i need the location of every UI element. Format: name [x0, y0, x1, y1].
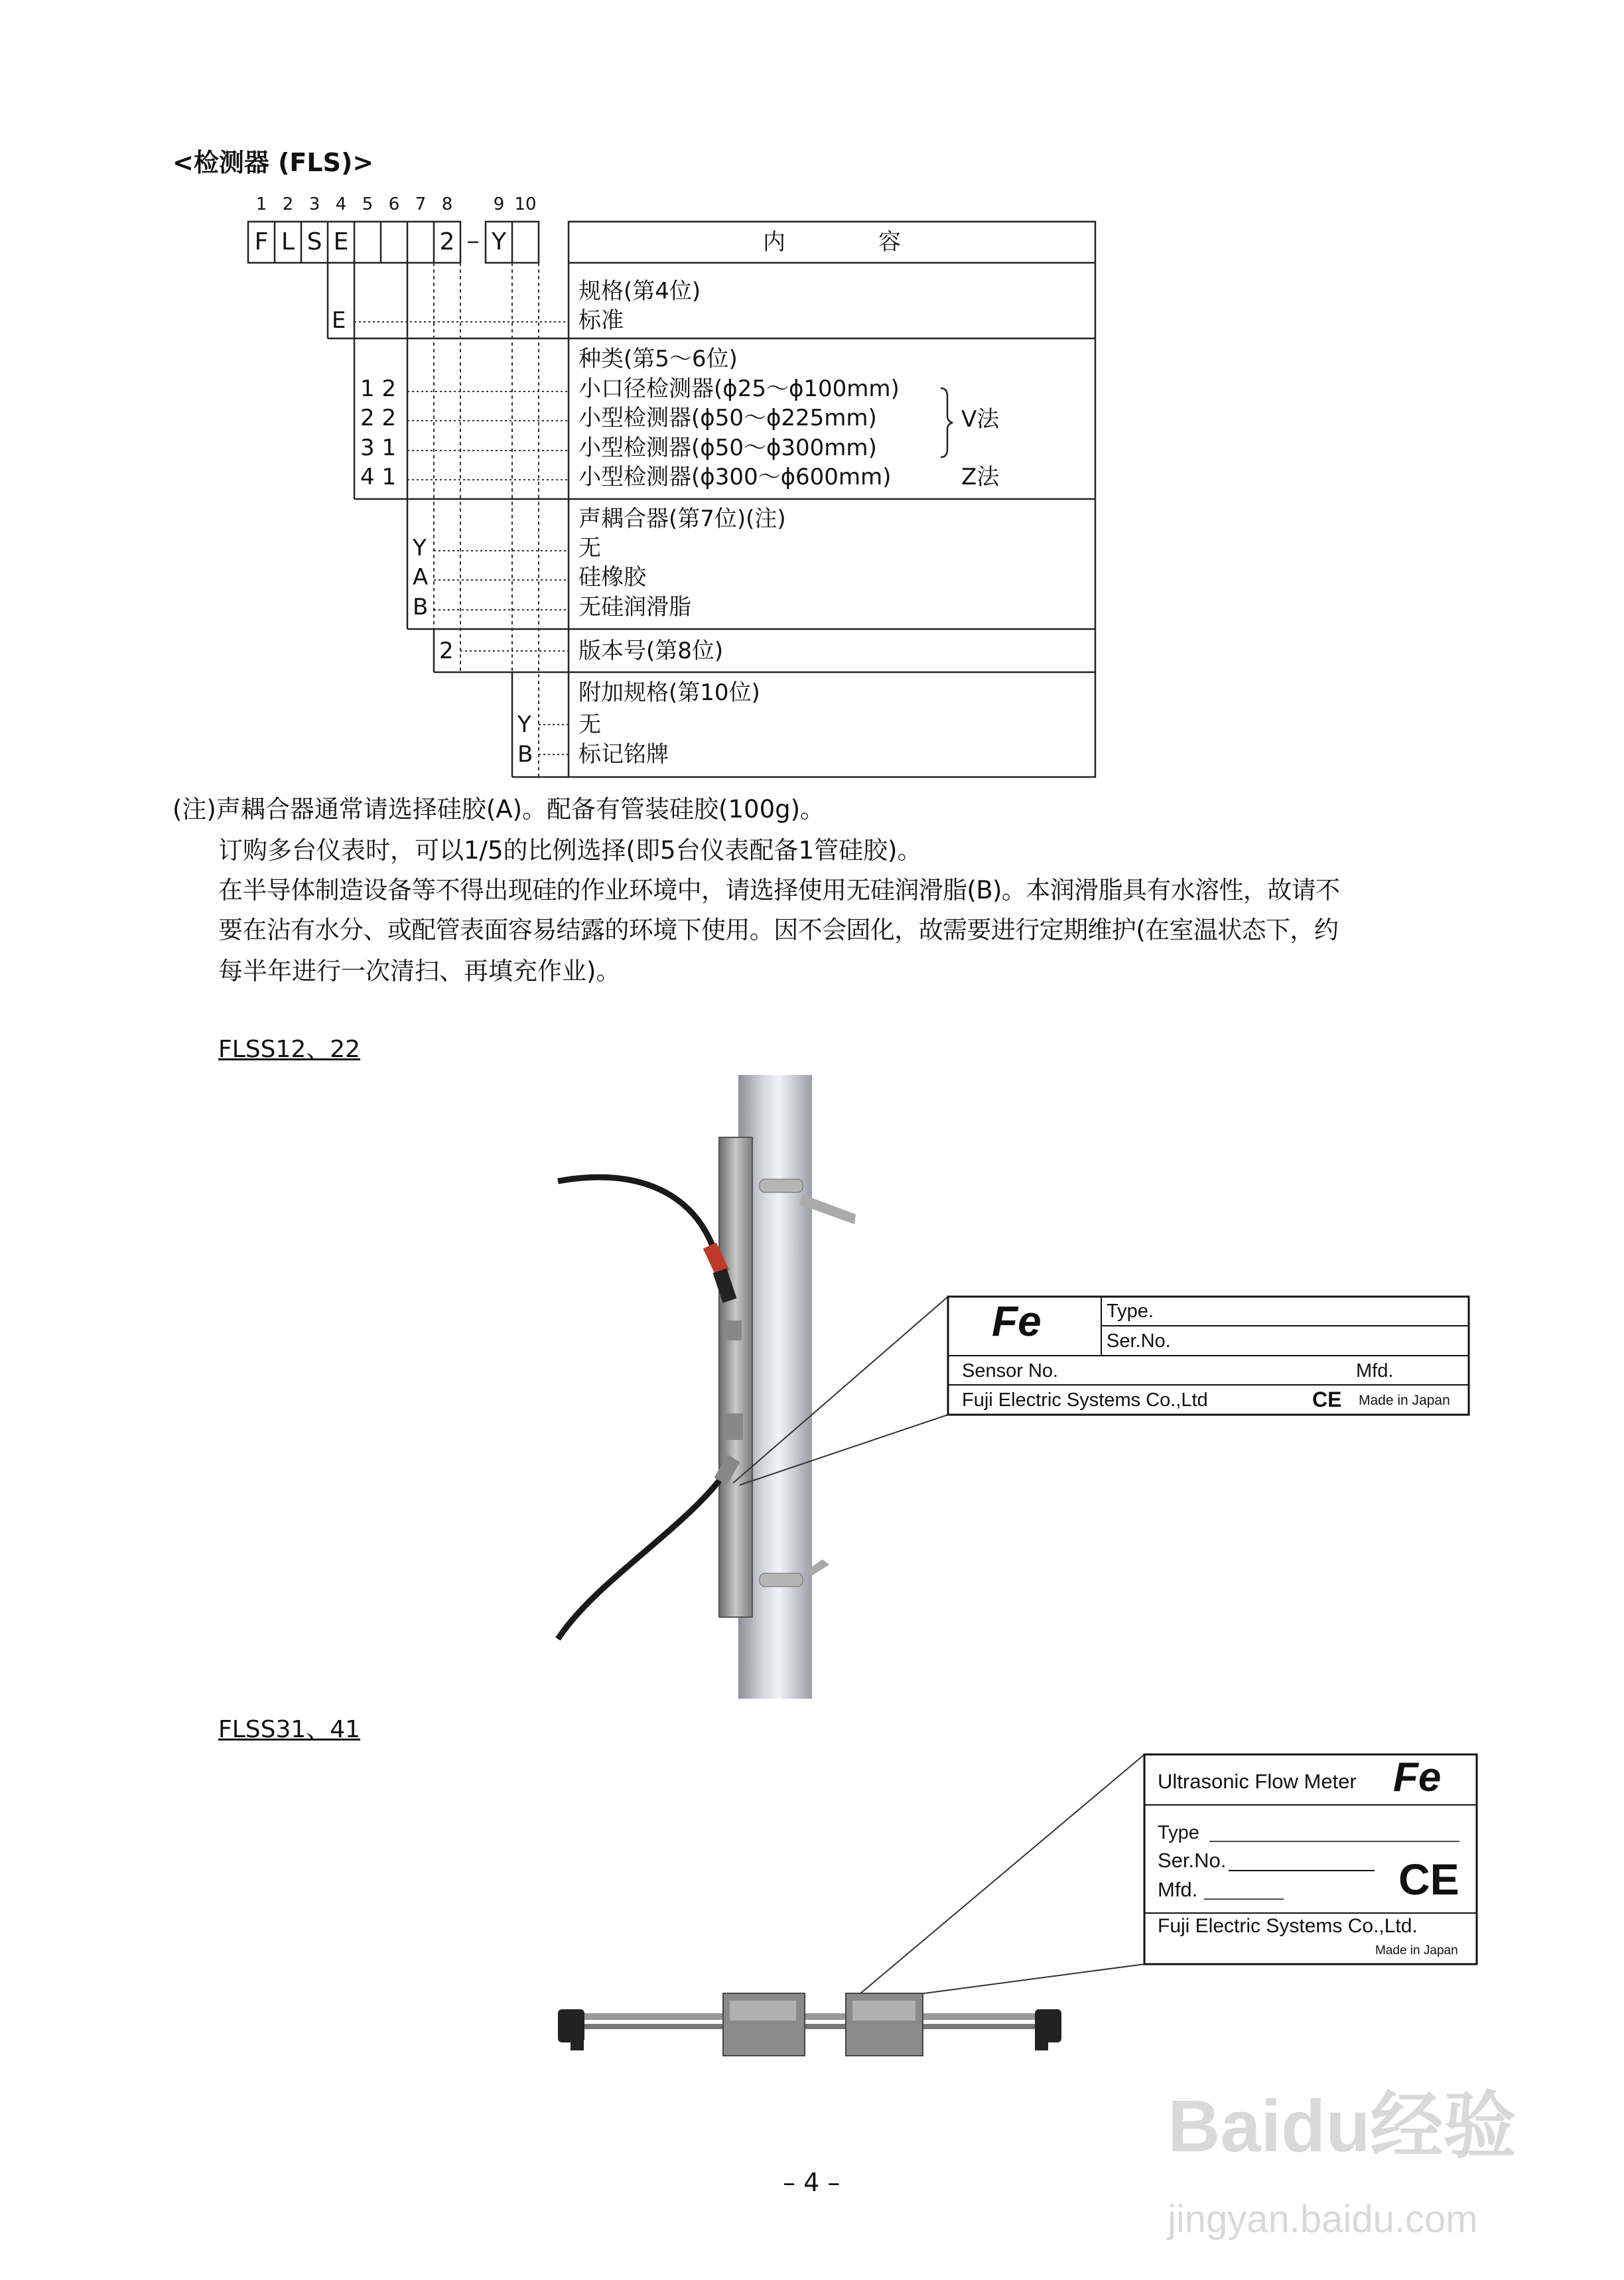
ce-mark-icon: CE	[1398, 1855, 1459, 1904]
version-text: 版本号(第8位)	[578, 638, 724, 664]
type-code: 1 2	[360, 376, 397, 402]
digit-7: 7	[415, 194, 427, 214]
label-made-in: Made in Japan	[1359, 1393, 1450, 1408]
type-text: 小型检测器(ϕ300～ϕ600mm)	[578, 464, 892, 490]
digit-3: 3	[308, 194, 320, 214]
ce-mark-icon: CE	[1312, 1388, 1342, 1411]
label-sensor-no: Sensor No.	[962, 1360, 1059, 1382]
figure1-caption: FLSS12、22	[218, 1036, 361, 1063]
extra-heading: 附加规格(第10位)	[578, 679, 760, 706]
label-mfd: Mfd.	[1356, 1360, 1394, 1382]
extra-code: B	[517, 741, 533, 768]
digit-10: 10	[514, 194, 537, 214]
version-code: 2	[439, 638, 454, 664]
type-code: 3 1	[360, 435, 397, 461]
digit-6: 6	[388, 194, 400, 214]
cable	[558, 1466, 730, 1639]
clamp	[760, 1179, 803, 1192]
note-line: 要在沾有水分、或配管表面容易结露的环境下使用。因不会固化，故需要进行定期维护(在室温状态下，约	[218, 916, 1339, 944]
spec-text: 标准	[578, 307, 624, 334]
type-heading: 种类(第5～6位)	[578, 346, 738, 372]
watermark-url: jingyan.baidu.com	[1168, 2198, 1478, 2241]
note-line: 每半年进行一次清扫、再填充作业)。	[218, 957, 621, 985]
label-ser-no: Ser.No.	[1158, 1849, 1227, 1872]
type-text: 小口径检测器(ϕ25～ϕ100mm)	[578, 376, 900, 402]
extra-text: 无	[578, 711, 601, 738]
coupler-text: 无硅润滑脂	[578, 594, 691, 620]
coupler-text: 无	[578, 535, 601, 561]
digit-8: 8	[441, 194, 453, 214]
note-line: (注)声耦合器通常请选择硅胶(A)。配备有管装硅胶(100g)。	[172, 795, 825, 823]
note-line: 在半导体制造设备等不得出现硅的作业环境中，请选择使用无硅润滑脂(B)。本润滑脂具有水溶性，故请不	[218, 876, 1340, 904]
type-text: 小型检测器(ϕ50～ϕ300mm)	[578, 435, 877, 461]
cable	[558, 1177, 713, 1247]
coupler-code: A	[413, 564, 429, 591]
type-text: 小型检测器(ϕ50～ϕ225mm)	[578, 405, 877, 431]
figure2-caption: FLSS31、41	[218, 1716, 361, 1743]
digit-4: 4	[335, 194, 347, 214]
fe-logo: Fe	[992, 1297, 1042, 1345]
coupler-text: 硅橡胶	[578, 564, 646, 591]
code-box-4: E	[333, 228, 349, 255]
type-code: 2 2	[360, 405, 397, 431]
extra-text: 标记铭牌	[578, 741, 669, 768]
coupler-code: Y	[413, 535, 427, 561]
label-made-in: Made in Japan	[1375, 1944, 1458, 1958]
note-line: 订购多台仪表时，可以1/5的比例选择(即5台仪表配备1管硅胶)。	[218, 836, 922, 865]
v-method: V法	[961, 406, 1000, 433]
sensor-photo-flss31	[558, 1993, 1061, 2056]
label-mfd: Mfd.	[1158, 1878, 1198, 1901]
extra-code: Y	[517, 711, 531, 738]
section-title: <检测器 (FLS)>	[172, 148, 374, 177]
code-box-3: S	[306, 228, 322, 255]
watermark-brand: Baidu经验	[1168, 2086, 1517, 2167]
spec-heading: 规格(第4位)	[578, 278, 701, 305]
digit-9: 9	[493, 194, 505, 214]
spec-code: E	[332, 307, 346, 334]
digit-5: 5	[362, 194, 373, 214]
digit-2: 2	[282, 194, 294, 214]
type-code: 4 1	[360, 464, 397, 490]
code-box-2: L	[281, 228, 295, 255]
label-type: Type.	[1107, 1301, 1154, 1322]
label-ser-no: Ser.No.	[1107, 1330, 1171, 1352]
digit-1: 1	[255, 194, 267, 214]
sensor-rail	[719, 1137, 752, 1617]
label-product: Ultrasonic Flow Meter	[1158, 1770, 1357, 1793]
table-header: 内 容	[763, 229, 901, 255]
clamp	[760, 1573, 803, 1587]
label-company: Fuji Electric Systems Co.,Ltd.	[1158, 1915, 1418, 1937]
coupler-heading: 声耦合器(第7位)(注)	[578, 506, 786, 532]
code-box-8: 2	[439, 228, 455, 255]
code-box-1: F	[254, 228, 269, 255]
label-company: Fuji Electric Systems Co.,Ltd	[962, 1389, 1208, 1411]
z-method: Z法	[961, 464, 1000, 490]
page-number: – 4 –	[783, 2168, 841, 2197]
label-type: Type	[1158, 1822, 1199, 1843]
coupler-code: B	[413, 594, 429, 620]
code-box-9: Y	[492, 228, 506, 255]
fe-logo: Fe	[1393, 1754, 1442, 1800]
